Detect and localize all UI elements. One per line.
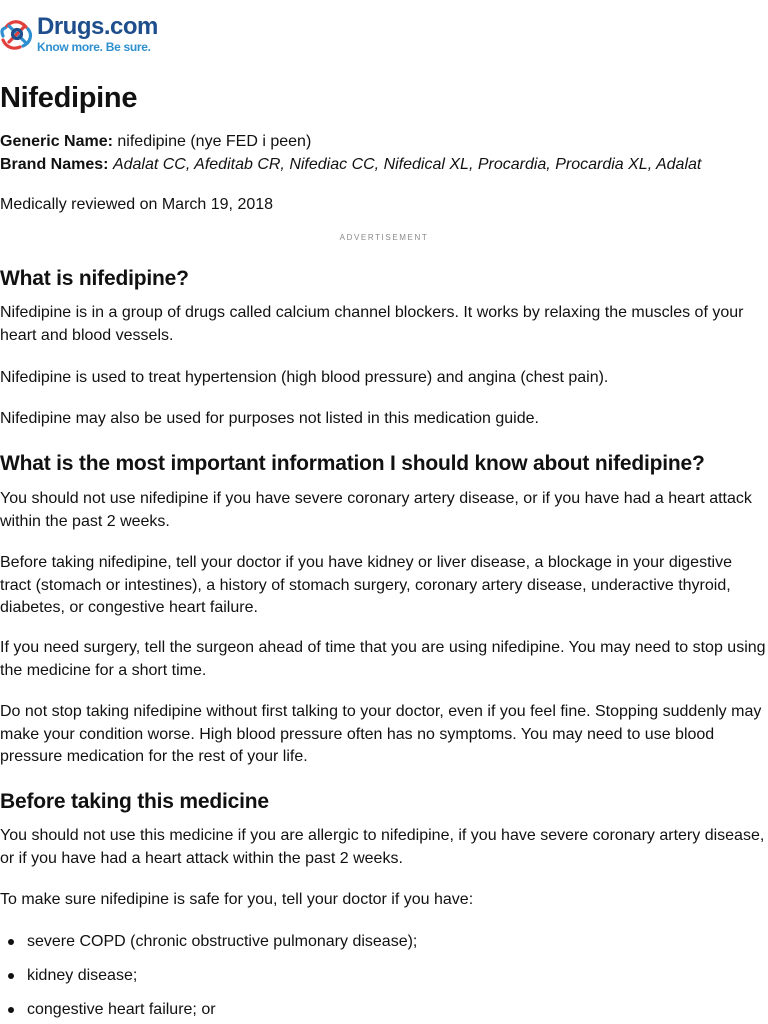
- logo-name: Drugs.com: [37, 13, 158, 40]
- advertisement-label: ADVERTISEMENT: [339, 233, 429, 242]
- generic-name-line: [0, 133, 311, 151]
- section-paragraph: Nifedipine may also be used for purposes not listed in this medication guide.: [0, 410, 539, 427]
- section-paragraph: To make sure nifedipine is safe for you, tell your doctor if you have:: [0, 891, 474, 908]
- logo-tagline: Know more. Be sure.: [37, 40, 151, 54]
- section-paragraph: If you need surgery, tell the surgeon ahead of time that you are using nifedipine. You may need to stop using the medicine for a short time.: [0, 639, 766, 679]
- site-logo[interactable]: [0, 12, 158, 56]
- list-item-text: kidney disease;: [27, 967, 138, 984]
- section-heading-before-taking: Before taking this medicine: [0, 790, 269, 813]
- section-paragraph: Do not stop taking nifedipine without first talking to your doctor, even if you feel fine. Stopping suddenly may make your condition worse. High blood pressure often has no symptoms. You may need to use blood pressure medication for the rest of your life.: [0, 703, 762, 765]
- drugs-com-logo-icon: [0, 17, 34, 51]
- section-paragraph: You should not use this medicine if you are allergic to nifedipine, if you have severe coronary artery disease, or if you have had a heart attack within the past 2 weeks.: [0, 827, 765, 867]
- section-heading-what-is: What is nifedipine?: [0, 267, 189, 290]
- list-item: [0, 999, 417, 1024]
- list-item: [0, 931, 417, 965]
- page-title: Nifedipine: [0, 82, 138, 114]
- section-heading-important-info: What is the most important information I should know about nifedipine?: [0, 452, 705, 475]
- section-paragraph: You should not use nifedipine if you have severe coronary artery disease, or if you have had a heart attack within the past 2 weeks.: [0, 490, 752, 530]
- brand-names-line: [0, 156, 701, 174]
- condition-list: [0, 931, 417, 1024]
- brand-names-label: Brand Names:: [0, 156, 109, 173]
- bullet-icon: [8, 973, 14, 979]
- generic-name-label: Generic Name:: [0, 133, 113, 150]
- reviewed-date: Medically reviewed on March 19, 2018: [0, 196, 274, 213]
- list-item-text: severe COPD (chronic obstructive pulmonary disease);: [27, 933, 418, 950]
- bullet-icon: [8, 939, 14, 945]
- section-paragraph: Before taking nifedipine, tell your doctor if you have kidney or liver disease, a blockage in your digestive tract (stomach or intestines), a history of stomach surgery, coronary artery disease, underactive thyroid, diabetes, or congestive heart failure.: [0, 554, 732, 616]
- brand-names-value: Adalat CC, Afeditab CR, Nifediac CC, Nifedical XL, Procardia, Procardia XL, Adalat: [112, 156, 702, 173]
- list-item-text: congestive heart failure; or: [27, 1001, 216, 1018]
- list-item: [0, 965, 417, 999]
- logo-text: [37, 15, 158, 53]
- section-paragraph: Nifedipine is used to treat hypertension (high blood pressure) and angina (chest pain).: [0, 369, 609, 386]
- bullet-icon: [8, 1007, 14, 1013]
- generic-name-value: nifedipine (nye FED i peen): [117, 133, 312, 150]
- section-paragraph: Nifedipine is in a group of drugs called calcium channel blockers. It works by relaxing the muscles of your heart and blood vessels.: [0, 304, 744, 344]
